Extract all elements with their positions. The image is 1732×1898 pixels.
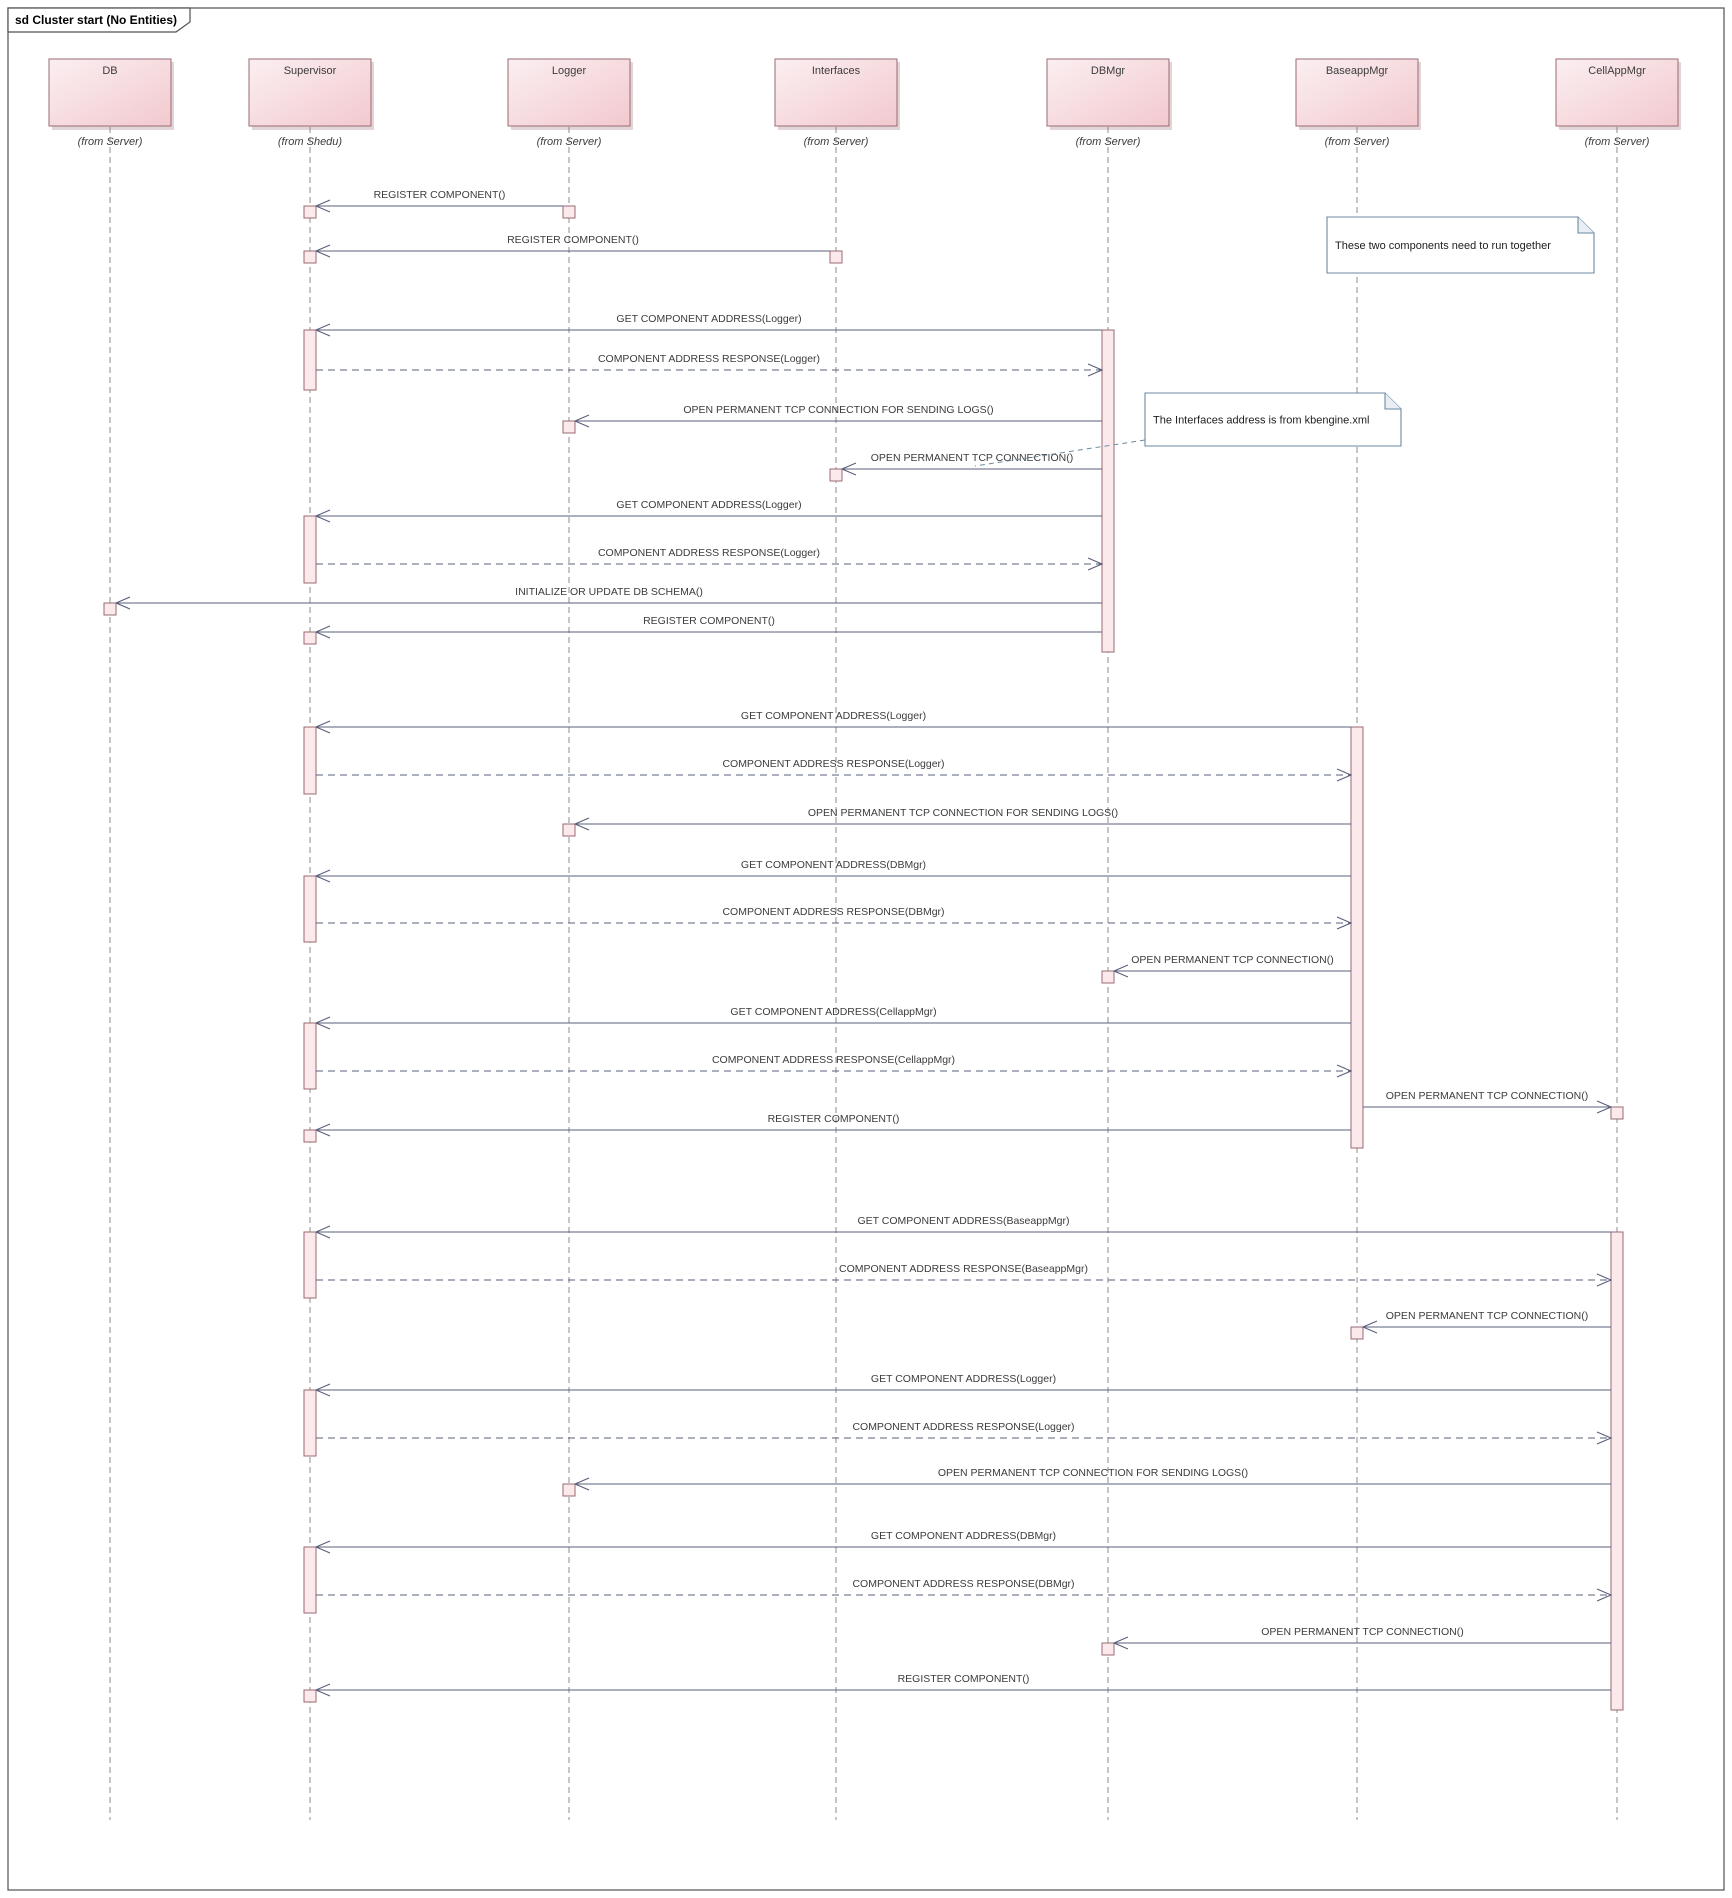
activation-bar	[304, 330, 316, 390]
message-label: GET COMPONENT ADDRESS(Logger)	[740, 710, 927, 722]
message-label: OPEN PERMANENT TCP CONNECTION FOR SENDING LOGS()	[937, 1467, 1249, 1479]
lifeline-name: CellAppMgr	[1588, 65, 1646, 77]
message-label: COMPONENT ADDRESS RESPONSE(CellappMgr)	[711, 1054, 956, 1066]
execution-occurrence	[563, 206, 575, 218]
lifeline-name: Logger	[551, 65, 587, 77]
message-label: COMPONENT ADDRESS RESPONSE(Logger)	[852, 1421, 1075, 1433]
message-label: GET COMPONENT ADDRESS(Logger)	[870, 1373, 1057, 1385]
message-label: OPEN PERMANENT TCP CONNECTION()	[1385, 1090, 1589, 1102]
activation-bar	[304, 727, 316, 794]
lifeline-from: (from Server)	[1584, 136, 1650, 148]
diagram-frame	[8, 8, 1724, 1890]
message-label: OPEN PERMANENT TCP CONNECTION FOR SENDING LOGS()	[683, 404, 994, 416]
execution-occurrence	[304, 1690, 316, 1702]
activation-bar	[304, 516, 316, 583]
activation-bar	[304, 1390, 316, 1456]
message-label: OPEN PERMANENT TCP CONNECTION()	[1131, 954, 1334, 966]
execution-occurrence	[563, 1484, 575, 1496]
message-label: GET COMPONENT ADDRESS(CellappMgr)	[730, 1006, 937, 1018]
lifeline-name: Supervisor	[283, 65, 337, 77]
activation-bar	[304, 1023, 316, 1089]
execution-occurrence	[304, 251, 316, 263]
activation-bar	[1102, 330, 1114, 652]
activation-bar	[304, 876, 316, 942]
message-label: GET COMPONENT ADDRESS(Logger)	[616, 313, 802, 325]
execution-occurrence	[563, 421, 575, 433]
execution-occurrence	[563, 824, 575, 836]
message-label: COMPONENT ADDRESS RESPONSE(BaseappMgr)	[839, 1263, 1088, 1275]
message-label: REGISTER COMPONENT()	[507, 234, 639, 246]
message-label: REGISTER COMPONENT()	[897, 1673, 1030, 1685]
lifeline-name: Interfaces	[811, 65, 861, 77]
execution-occurrence	[104, 603, 116, 615]
activation-bar	[1611, 1232, 1623, 1710]
message-label: GET COMPONENT ADDRESS(BaseappMgr)	[857, 1215, 1070, 1227]
note-interfaces	[1145, 393, 1401, 446]
message-label: REGISTER COMPONENT()	[373, 189, 506, 201]
frame-title: sd Cluster start (No Entities)	[15, 13, 178, 27]
message-label: GET COMPONENT ADDRESS(Logger)	[616, 499, 802, 511]
message-label: COMPONENT ADDRESS RESPONSE(Logger)	[597, 547, 821, 559]
lifeline-name: BaseappMgr	[1325, 65, 1389, 77]
execution-occurrence	[1611, 1107, 1623, 1119]
message-label: COMPONENT ADDRESS RESPONSE(DBMgr)	[852, 1578, 1075, 1590]
activation-bar	[1351, 727, 1363, 1148]
message-label: REGISTER COMPONENT()	[767, 1113, 900, 1125]
execution-occurrence	[304, 206, 316, 218]
message-label: OPEN PERMANENT TCP CONNECTION()	[1385, 1310, 1589, 1322]
activation-bar	[304, 1232, 316, 1298]
note-text: These two components need to run together	[1335, 240, 1551, 252]
lifeline-from: (from Server)	[77, 136, 143, 148]
message-label: OPEN PERMANENT TCP CONNECTION FOR SENDING LOGS()	[807, 807, 1119, 819]
lifeline-from: (from Shedu)	[277, 136, 343, 148]
message-label: COMPONENT ADDRESS RESPONSE(Logger)	[597, 353, 821, 365]
note-text: The Interfaces address is from kbengine.xml	[1153, 414, 1370, 427]
lifeline-from: (from Server)	[1324, 136, 1390, 148]
note-together	[1327, 217, 1594, 273]
execution-occurrence	[830, 251, 842, 263]
activation-bar	[304, 1547, 316, 1613]
message-label: OPEN PERMANENT TCP CONNECTION()	[870, 452, 1074, 464]
message-label: GET COMPONENT ADDRESS(DBMgr)	[740, 859, 927, 871]
message-label: COMPONENT ADDRESS RESPONSE(DBMgr)	[722, 906, 945, 918]
message-label: OPEN PERMANENT TCP CONNECTION()	[1261, 1626, 1464, 1638]
execution-occurrence	[1351, 1327, 1363, 1339]
message-label: COMPONENT ADDRESS RESPONSE(Logger)	[722, 758, 945, 770]
lifeline-name: DB	[102, 65, 118, 77]
execution-occurrence	[1102, 971, 1114, 983]
execution-occurrence	[830, 469, 842, 481]
message-label: INITIALIZE OR UPDATE DB SCHEMA()	[515, 586, 703, 598]
lifeline-from: (from Server)	[536, 136, 602, 148]
lifeline-from: (from Server)	[803, 136, 869, 148]
execution-occurrence	[1102, 1643, 1114, 1655]
lifeline-name: DBMgr	[1090, 65, 1126, 77]
message-label: GET COMPONENT ADDRESS(DBMgr)	[870, 1530, 1057, 1542]
execution-occurrence	[304, 1130, 316, 1142]
message-label: REGISTER COMPONENT()	[643, 615, 775, 627]
execution-occurrence	[304, 632, 316, 644]
lifeline-from: (from Server)	[1075, 136, 1141, 148]
